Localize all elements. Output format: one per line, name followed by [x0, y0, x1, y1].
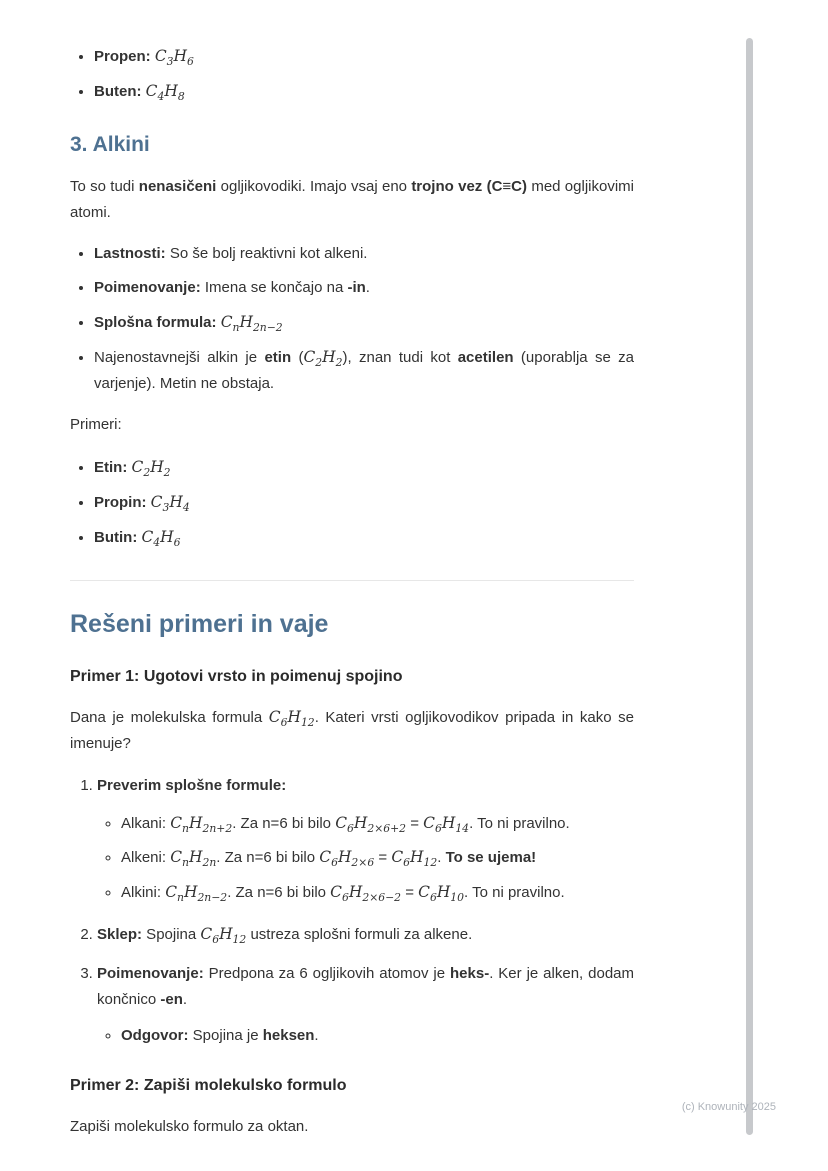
text-run: . [314, 1027, 319, 1045]
list-item [94, 524, 634, 551]
text-run: trojno vez (C≡C) [411, 177, 528, 195]
list-item [121, 879, 634, 906]
formula: H [164, 81, 178, 100]
formula: 6 [403, 856, 411, 870]
formula: C [141, 527, 154, 546]
text-run: Najenostavnejši alkin je [94, 348, 265, 366]
formula: H [173, 47, 187, 65]
text-run: Odgovor: [121, 1027, 189, 1045]
formula: C [150, 493, 163, 512]
formula: C [319, 848, 332, 867]
formula: C [220, 313, 233, 332]
text-run: = [401, 884, 419, 902]
list-item [97, 961, 634, 1049]
formula: C [170, 848, 183, 867]
paragraph [70, 1114, 634, 1140]
formula: 6 [434, 821, 442, 835]
list-item [94, 489, 634, 516]
heading-3: Primer 1: Ugotovi vrsto in poimenuj spojino [70, 667, 403, 685]
list-item [94, 275, 634, 301]
paragraph [70, 174, 634, 226]
text-run: . Ker je alken, dodam končnico [97, 964, 634, 1008]
text-run: Propen: [94, 48, 155, 65]
text-run: = [406, 814, 424, 832]
text-run: . [437, 849, 446, 867]
text-run: . [182, 990, 188, 1008]
list-item [97, 773, 634, 906]
text-run: Lastnosti: [94, 245, 166, 263]
formula: H [239, 313, 253, 332]
copyright-watermark: (c) Knowunity 2025 [681, 1101, 776, 1113]
text-run: nenasičeni [138, 177, 217, 195]
formula: C [335, 813, 347, 832]
formula: 10 [450, 891, 465, 905]
text-run: . Kateri vrsti ogljikovodikov pripada in kako se imenuje? [70, 709, 634, 753]
text-run: (uporablja se za varjenje). Metin ne obstaja. [94, 348, 634, 392]
formula: 12 [300, 716, 315, 730]
text-run: Alkini: [121, 884, 166, 902]
numbered-list [70, 773, 634, 1049]
text-run: ogljikovodiki. Imajo vsaj eno [216, 177, 412, 195]
text-run: Dana je molekulska formula [70, 709, 269, 727]
formula: H [410, 848, 424, 867]
formula: C [423, 813, 435, 832]
formula: C [418, 883, 430, 902]
heading-1: Rešeni primeri in vaje [70, 609, 329, 638]
formula: H [322, 347, 336, 366]
text-run: heksen [262, 1027, 315, 1045]
formula: 6 [212, 933, 220, 947]
formula: C [303, 347, 316, 366]
list-item [121, 1023, 634, 1049]
formula: H [337, 848, 352, 867]
bulleted-list [70, 43, 634, 105]
bulleted-list [97, 1023, 634, 1049]
text-run: ( [291, 348, 304, 366]
formula: 2 [335, 355, 343, 369]
formula: 4 [182, 501, 190, 515]
paragraph [70, 412, 634, 438]
heading-3: Primer 2: Zapiši molekulsko formulo [70, 1077, 347, 1095]
formula: H [353, 813, 368, 832]
text-run: med ogljikovimi atomi. [70, 177, 634, 221]
formula: H [183, 883, 198, 902]
text-run: Propin: [94, 494, 151, 512]
formula: H [348, 883, 363, 902]
scrollbar-thumb[interactable] [746, 38, 753, 1135]
formula: 6 [280, 716, 288, 730]
formula: C [330, 883, 342, 902]
text-run: . Za n=6 bi bilo [227, 884, 331, 902]
text-run: -en [160, 990, 183, 1008]
text-run: Buten: [94, 82, 146, 100]
formula: n [182, 856, 189, 870]
formula: H [436, 883, 451, 902]
paragraph [70, 704, 634, 757]
formula: 14 [455, 821, 470, 835]
list-item [121, 810, 634, 837]
text-run: Etin: [94, 459, 132, 477]
formula: n [182, 821, 189, 835]
text-run: Poimenovanje: [94, 279, 201, 297]
formula: H [441, 813, 456, 832]
formula: C [131, 458, 144, 477]
text-run: Imena se končajo na [200, 279, 348, 297]
list-item [97, 921, 634, 948]
formula: 2n+2 [202, 821, 233, 835]
formula: 3 [162, 501, 170, 515]
formula: 4 [153, 535, 161, 549]
formula: H [160, 527, 174, 546]
text-run: Spojina je [188, 1027, 263, 1045]
text-run: To se ujema! [445, 849, 537, 867]
formula: 6 [173, 535, 181, 549]
formula: H [287, 708, 301, 727]
list-item [94, 454, 634, 481]
formula: n [232, 321, 240, 335]
list-item [94, 241, 634, 267]
formula: H [169, 493, 183, 512]
formula: 3 [166, 55, 174, 68]
text-run: acetilen [457, 348, 514, 366]
formula: 2 [143, 466, 151, 480]
text-run: To so tudi [70, 177, 139, 195]
bulleted-list [70, 241, 634, 396]
formula: H [150, 458, 164, 477]
formula: 12 [232, 933, 247, 947]
formula: C [268, 708, 281, 727]
text-run: So še bolj reaktivni kot alkeni. [165, 245, 368, 263]
text-run: Alkeni: [121, 849, 171, 867]
list-item [94, 43, 634, 70]
bulleted-list [70, 454, 634, 550]
formula: H [219, 925, 233, 944]
list-item [94, 344, 634, 397]
text-run: = [374, 849, 392, 867]
text-run: . [365, 279, 370, 297]
text-run: . Za n=6 bi bilo [232, 814, 336, 832]
formula: C [154, 47, 167, 65]
formula: C [391, 848, 404, 867]
formula: C [170, 813, 183, 832]
formula: 12 [423, 856, 438, 870]
formula: 2×6+2 [367, 821, 407, 835]
text-run: . To ni pravilno. [464, 884, 565, 902]
formula: n [177, 891, 184, 905]
bulleted-list [97, 810, 634, 906]
formula: 4 [157, 89, 165, 103]
text-run: -in [347, 279, 366, 297]
formula: C [145, 81, 158, 100]
formula: 6 [187, 55, 194, 68]
divider [70, 580, 634, 581]
formula: 2n−2 [252, 321, 283, 335]
formula: 6 [347, 821, 354, 835]
formula: 2 [163, 466, 171, 480]
text-run: ), znan tudi kot [342, 348, 458, 366]
text-run: Alkani: [121, 814, 171, 832]
text-run: Poimenovanje: [97, 964, 204, 982]
formula: C [200, 925, 213, 944]
document-content [70, 28, 634, 1155]
formula: 2n [202, 856, 217, 870]
formula: 2×6−2 [362, 891, 402, 905]
formula: 2×6 [351, 856, 375, 870]
text-run: Primeri: [70, 416, 122, 434]
text-run: Sklep: [97, 926, 143, 944]
formula: 2 [315, 355, 323, 369]
text-run: . Za n=6 bi bilo [216, 849, 320, 867]
formula: 6 [331, 856, 338, 870]
text-run: heks- [450, 964, 490, 982]
list-item [121, 844, 634, 871]
formula: 6 [429, 891, 437, 905]
text-run: Zapiši molekulsko formulo za oktan. [70, 1117, 309, 1135]
list-item [94, 309, 634, 336]
formula: H [188, 848, 203, 867]
text-run: Splošna formula: [94, 314, 221, 332]
heading-2: 3. Alkini [70, 132, 150, 156]
formula: 8 [177, 89, 185, 103]
formula: 2n−2 [197, 891, 228, 905]
text-run: Preverim splošne formule: [97, 776, 287, 794]
formula: H [188, 813, 203, 832]
text-run: ustreza splošni formuli za alkene. [246, 926, 473, 944]
text-run: etin [264, 348, 292, 366]
text-run: Butin: [94, 528, 142, 546]
text-run: Predpona za 6 ogljikovih atomov je [203, 964, 451, 982]
formula: C [165, 883, 177, 902]
text-run: Spojina [142, 926, 201, 944]
list-item [94, 78, 634, 105]
formula: 6 [341, 891, 349, 905]
text-run: . To ni pravilno. [469, 814, 570, 832]
